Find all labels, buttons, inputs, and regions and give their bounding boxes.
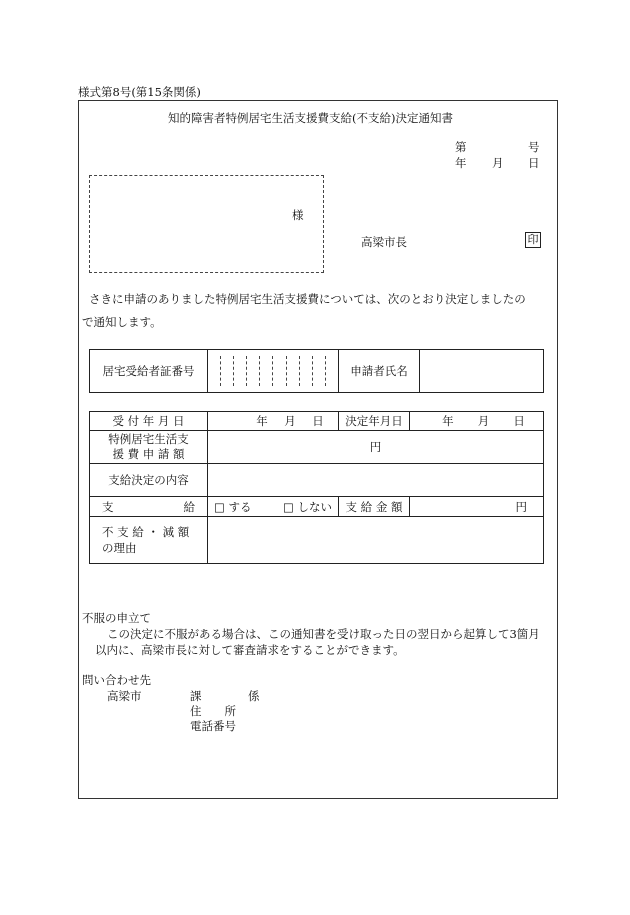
date-day-label: 日 bbox=[528, 156, 540, 170]
application-amount-label bbox=[90, 431, 208, 464]
decision-date-label: 決定年月日 bbox=[339, 412, 410, 431]
contact-ka: 課 bbox=[190, 689, 202, 703]
reason-label-line1: 不 支 給 ・ 減 額 bbox=[102, 525, 190, 539]
issuer-name: 高梁市長 bbox=[361, 235, 407, 249]
decision-content-value bbox=[208, 464, 544, 497]
received-year: 年 bbox=[256, 414, 268, 428]
number-go: 号 bbox=[528, 140, 540, 154]
payment-options bbox=[208, 497, 339, 517]
received-month: 月 bbox=[284, 414, 296, 428]
contact-phone-label: 電話番号 bbox=[190, 719, 236, 733]
decision-month: 月 bbox=[477, 414, 490, 428]
date-year-label: 年 bbox=[455, 156, 467, 170]
objection-line1: この決定に不服がある場合は、この通知書を受け取った日の翌日から起算して3箇月 bbox=[107, 627, 540, 641]
cert-number-label: 居宅受給者証番号 bbox=[90, 350, 208, 393]
seal-mark: 印 bbox=[525, 232, 541, 248]
payment-label-b: 給 bbox=[183, 499, 195, 514]
application-amount-value bbox=[208, 431, 544, 464]
decision-table bbox=[89, 411, 544, 564]
payment-yen-unit: 円 bbox=[515, 499, 527, 514]
objection-line2: 以内に、高梁市長に対して審査請求をすることができます。 bbox=[95, 643, 405, 657]
contact-address-label: 住 所 bbox=[190, 704, 236, 718]
contact-city: 高梁市 bbox=[107, 689, 142, 703]
date-month-label: 月 bbox=[492, 156, 504, 170]
payment-amount-value bbox=[410, 497, 544, 517]
payment-label bbox=[90, 497, 208, 517]
payment-label-a: 支 bbox=[102, 499, 114, 514]
applicant-name-label: 申請者氏名 bbox=[339, 350, 420, 393]
application-amount-label-line2: 援 費 申 請 額 bbox=[112, 447, 185, 461]
document-title: 知的障害者特例居宅生活支援費支給(不支給)決定通知書 bbox=[168, 111, 453, 125]
number-dai: 第 bbox=[455, 140, 467, 154]
cert-digit-boxes bbox=[208, 350, 338, 392]
received-day: 日 bbox=[312, 414, 324, 428]
yen-unit: 円 bbox=[369, 440, 382, 454]
payment-amount-label: 支 給 金 額 bbox=[339, 497, 410, 517]
decision-year: 年 bbox=[442, 414, 454, 428]
decision-date-value bbox=[410, 412, 544, 431]
form-number: 様式第8号(第15条関係) bbox=[78, 85, 201, 99]
contact-kakari: 係 bbox=[248, 689, 260, 703]
reason-value bbox=[208, 517, 544, 564]
addressee-box bbox=[89, 175, 324, 273]
body-text-line2: で通知します。 bbox=[82, 315, 162, 329]
received-date-label: 受 付 年 月 日 bbox=[90, 412, 208, 431]
application-amount-label-line1: 特例居宅生活支 bbox=[108, 432, 189, 446]
applicant-name-value bbox=[420, 350, 544, 393]
payment-yes-checkbox[interactable]: □ する bbox=[214, 499, 252, 514]
reason-label bbox=[90, 517, 208, 564]
cert-number-field bbox=[208, 350, 339, 393]
decision-content-label: 支給決定の内容 bbox=[90, 464, 208, 497]
addressee-suffix: 様 bbox=[292, 208, 304, 222]
decision-day: 日 bbox=[513, 414, 525, 428]
reason-label-line2: の理由 bbox=[102, 541, 137, 555]
received-date-value bbox=[208, 412, 339, 431]
recipient-table bbox=[89, 349, 544, 393]
objection-heading: 不服の申立て bbox=[82, 611, 151, 625]
body-text-line1: さきに申請のありました特例居宅生活支援費については、次のとおり決定しましたの bbox=[89, 292, 526, 306]
contact-heading: 問い合わせ先 bbox=[82, 673, 151, 687]
payment-no-checkbox[interactable]: □ しない bbox=[282, 499, 332, 514]
